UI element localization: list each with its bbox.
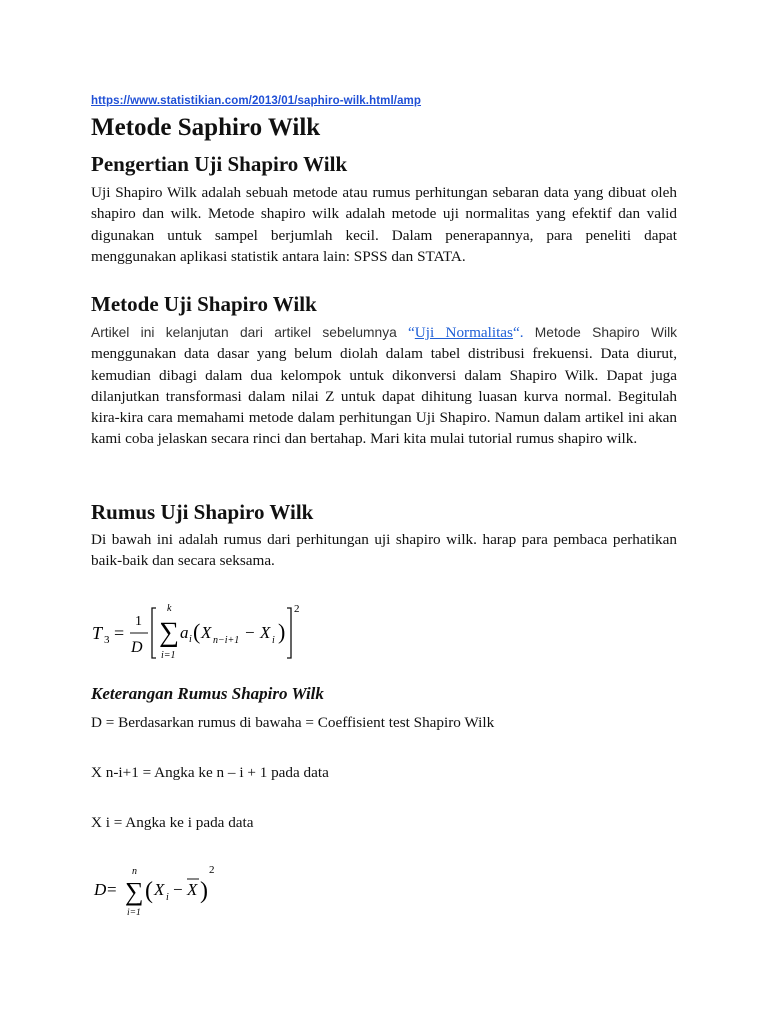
formula-t3 <box>90 598 320 666</box>
svg-text:): ) <box>278 619 286 644</box>
d-sum-bottom: i=1 <box>127 908 141 918</box>
intro-text: Artikel ini kelanjutan dari artikel sebelumnya <box>91 325 397 340</box>
t3-sum-bottom: i=1 <box>161 650 176 661</box>
t3-x2: X <box>260 623 271 642</box>
d-lhs: D <box>94 880 107 899</box>
paragraph-metode-body: menggunakan data dasar yang belum diolah dalam tabel distribusi frekuensi. Data diurut, kemudian dibagi dalam dua kelompok untuk dikonversi dalam Shapiro Wilk. Dapat juga dilanjutkan transformasi dalam nilai Z untuk dapat dihitung luasan kurva normal. Begitulah kira-kira cara memahami metode dalam perhitungan Uji Shapiro. Namun dalam artikel ini akan kami coba jelaskan secara rinci dan bertahap. Mari kita mulai tutorial rumus shapiro wilk. <box>91 345 677 448</box>
d-minus: − <box>173 880 183 899</box>
t3-power: 2 <box>294 603 300 615</box>
t3-lhs-sub: 3 <box>104 634 110 646</box>
t3-minus: − <box>245 623 255 642</box>
d-x-sub: i <box>166 892 169 903</box>
uji-normalitas-link[interactable]: Uji Normalitas <box>414 324 513 341</box>
t3-x1-sub: n−i+1 <box>213 635 240 646</box>
t3-sum-top: k <box>167 603 172 614</box>
svg-text:=: = <box>114 623 125 643</box>
section-heading-rumus: Rumus Uji Shapiro Wilk <box>91 500 314 524</box>
section-heading-pengertian: Pengertian Uji Shapiro Wilk <box>91 152 348 176</box>
formula-d <box>92 862 222 922</box>
keterangan-line-d: D = Berdasarkan rumus di bawaha = Coeffisient test Shapiro Wilk <box>91 714 495 731</box>
paragraph-rumus: Di bawah ini adalah rumus dari perhitungan uji shapiro wilk. harap para pembaca perhatikan baik-baik dan secara seksama. <box>91 531 677 570</box>
d-xbar: X <box>187 880 198 899</box>
t3-x1: X <box>201 623 212 642</box>
t3-coef-sub: i <box>189 634 192 645</box>
t3-frac-den: D <box>131 639 143 656</box>
t3-sum-symbol: ∑ <box>159 617 179 648</box>
quote-close: “. <box>512 324 524 341</box>
t3-frac-num: 1 <box>135 614 142 629</box>
quote-open: “ <box>408 324 415 341</box>
t3-x2-sub: i <box>272 635 275 646</box>
d-sum-top: n <box>132 866 137 877</box>
source-url-link[interactable]: https://www.statistikian.com/2013/01/saphiro-wilk.html/amp <box>91 95 422 107</box>
t3-coef: a <box>180 623 189 642</box>
keterangan-line-xi: X i = Angka ke i pada data <box>91 814 254 831</box>
d-sum-symbol: ∑ <box>125 877 144 906</box>
keterangan-heading: Keterangan Rumus Shapiro Wilk <box>91 684 324 703</box>
svg-text:=: = <box>107 880 117 899</box>
intro-after-text: Metode Shapiro Wilk <box>534 325 678 340</box>
svg-text:): ) <box>200 878 208 904</box>
paragraph-pengertian: Uji Shapiro Wilk adalah sebuah metode atau rumus perhitungan sebaran data yang dibuat oleh shapiro dan wilk. Metode shapiro wilk adalah metode uji normalitas yang efektif dan valid digunakan untuk sampel berjumlah kecil. Dalam penerapannya, para peneliti dapat menggunakan aplikasi statistik antara lain: SPSS dan STATA. <box>91 184 677 265</box>
keterangan-line-xn: X n-i+1 = Angka ke n – i + 1 pada data <box>91 764 329 781</box>
page-title: Metode Saphiro Wilk <box>91 114 321 141</box>
d-power: 2 <box>209 864 215 876</box>
paragraph-metode <box>91 322 677 450</box>
t3-lhs: T <box>92 623 103 643</box>
svg-text:(: ( <box>145 878 153 904</box>
d-x: X <box>154 880 165 899</box>
section-heading-metode: Metode Uji Shapiro Wilk <box>91 292 317 316</box>
svg-text:(: ( <box>193 619 201 644</box>
